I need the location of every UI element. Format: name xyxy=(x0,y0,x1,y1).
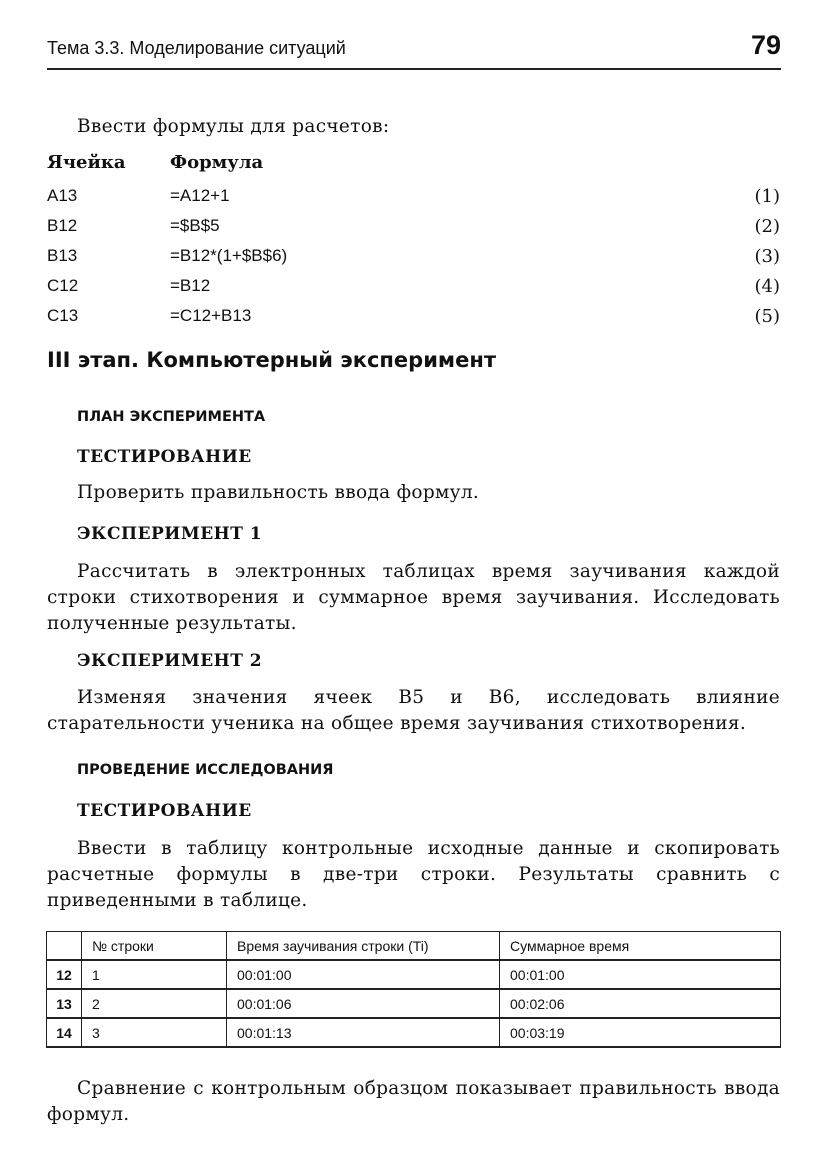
table-row xyxy=(47,960,781,989)
experiment2-heading: ЭКСПЕРИМЕНТ 2 xyxy=(77,651,263,671)
line-number: 2 xyxy=(82,989,227,1018)
formula-row xyxy=(47,186,780,216)
cell-ref: C13 xyxy=(47,306,79,325)
formula-row xyxy=(47,276,780,306)
formula-table-header xyxy=(47,152,780,182)
formula-number: (2) xyxy=(754,216,780,237)
formula-row xyxy=(47,246,780,276)
experiment1-text: Рассчитать в электронных таблицах время заучивания каждой строки стихотворения и суммарное время заучивания. Исследовать полученные результаты. xyxy=(47,561,780,634)
row-number: 13 xyxy=(47,989,82,1018)
formula: =B12*(1+$B$6) xyxy=(170,246,288,265)
research-heading: ПРОВЕДЕНИЕ ИССЛЕДОВАНИЯ xyxy=(77,762,334,778)
row-number: 14 xyxy=(47,1018,82,1047)
line-time: 00:01:13 xyxy=(227,1018,500,1047)
row-number: 12 xyxy=(47,960,82,989)
formula: =B12 xyxy=(170,276,211,295)
research-testing-heading: ТЕСТИРОВАНИЕ xyxy=(77,801,252,821)
total-time: 00:02:06 xyxy=(500,989,781,1018)
table-row xyxy=(47,1018,781,1047)
table-row xyxy=(47,989,781,1018)
column-header: Время заучивания строки (Ti) xyxy=(227,932,500,961)
line-number: 1 xyxy=(82,960,227,989)
running-header: Тема 3.3. Моделирование ситуаций xyxy=(47,38,346,58)
cell-ref: A13 xyxy=(47,186,78,205)
column-header: Суммарное время xyxy=(500,932,781,961)
intro-text: Ввести формулы для расчетов: xyxy=(77,116,390,137)
experiment2-text: Изменяя значения ячеек B5 и B6, исследовать влияние старательности ученика на общее время заучивания стихотворения. xyxy=(47,687,780,734)
column-header: № строки xyxy=(82,932,227,961)
formula-number: (3) xyxy=(754,246,780,267)
formula-row xyxy=(47,306,780,336)
formula-number: (4) xyxy=(754,276,780,297)
formula-number: (1) xyxy=(754,186,780,207)
stage-heading: III этап. Компьютерный эксперимент xyxy=(47,348,497,372)
control-data-table xyxy=(46,931,781,1048)
formula-number: (5) xyxy=(754,306,780,327)
experiment1-heading: ЭКСПЕРИМЕНТ 1 xyxy=(77,524,263,544)
formula: =C12+B13 xyxy=(170,306,252,325)
total-time: 00:01:00 xyxy=(500,960,781,989)
cell-ref: B12 xyxy=(47,216,78,235)
header-rule xyxy=(47,68,781,70)
line-number: 3 xyxy=(82,1018,227,1047)
plan-testing-heading: ТЕСТИРОВАНИЕ xyxy=(77,447,252,467)
table-header-row xyxy=(47,932,781,961)
cell-ref: B13 xyxy=(47,246,78,265)
formula: =A12+1 xyxy=(170,186,230,205)
line-time: 00:01:06 xyxy=(227,989,500,1018)
plan-heading: ПЛАН ЭКСПЕРИМЕНТА xyxy=(77,409,266,425)
corner-cell xyxy=(47,932,82,961)
formula-row xyxy=(47,216,780,246)
cell-ref: C12 xyxy=(47,276,79,295)
research-testing-text: Ввести в таблицу контрольные исходные данные и скопировать расчетные формулы в две-три строки. Результаты сравнить с приведенными в таблице. xyxy=(47,838,780,911)
header-formula: Формула xyxy=(170,152,264,173)
total-time: 00:03:19 xyxy=(500,1018,781,1047)
line-time: 00:01:00 xyxy=(227,960,500,989)
header-cell: Ячейка xyxy=(47,152,126,173)
page-number: 79 xyxy=(750,30,781,60)
conclusion-text: Сравнение с контрольным образцом показывает правильность ввода формул. xyxy=(47,1078,780,1125)
plan-testing-text: Проверить правильность ввода формул. xyxy=(77,482,480,503)
formula: =$B$5 xyxy=(170,216,220,235)
